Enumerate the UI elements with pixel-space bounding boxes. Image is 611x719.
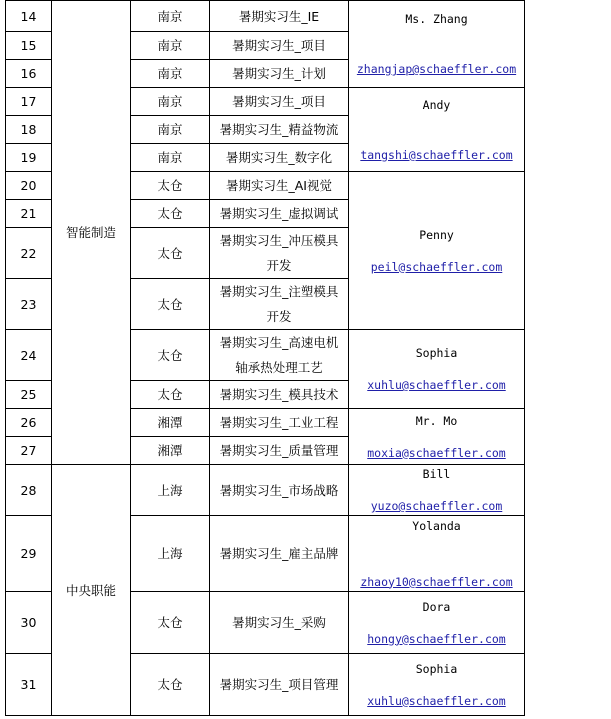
row-number: 31	[6, 654, 52, 716]
city-cell: 太仓	[131, 200, 210, 228]
city-cell: 南京	[131, 1, 210, 32]
position-cell: 暑期实习生_高速电机轴承热处理工艺	[210, 330, 349, 381]
position-cell: 暑期实习生_项目	[210, 88, 349, 116]
city-cell: 南京	[131, 60, 210, 88]
contact-cell	[349, 330, 525, 409]
position-cell: 暑期实习生_雇主品牌	[210, 516, 349, 592]
city-cell: 太仓	[131, 279, 210, 330]
city-cell: 上海	[131, 516, 210, 592]
row-number: 25	[6, 381, 52, 409]
position-cell: 暑期实习生_工业工程	[210, 409, 349, 437]
row-number: 21	[6, 200, 52, 228]
contact-name: Sophia	[415, 661, 458, 676]
table-row	[6, 465, 525, 516]
contact-name: Bill	[422, 467, 451, 481]
row-number: 18	[6, 116, 52, 144]
row-number: 15	[6, 32, 52, 60]
contact-cell	[349, 465, 525, 516]
position-cell: 暑期实习生_市场战略	[210, 465, 349, 516]
city-cell: 太仓	[131, 228, 210, 279]
contact-email-link[interactable]: zhangjap@schaeffler.com	[356, 62, 517, 76]
row-number: 28	[6, 465, 52, 516]
contact-cell	[349, 1, 525, 88]
position-cell: 暑期实习生_数字化	[210, 144, 349, 172]
contact-email-link[interactable]: tangshi@schaeffler.com	[360, 147, 513, 162]
position-cell: 暑期实习生_注塑模具开发	[210, 279, 349, 330]
row-number: 19	[6, 144, 52, 172]
city-cell: 南京	[131, 116, 210, 144]
row-number: 30	[6, 592, 52, 654]
city-cell: 太仓	[131, 654, 210, 716]
city-cell: 太仓	[131, 592, 210, 654]
contact-name: Ms. Zhang	[405, 12, 468, 26]
city-cell: 上海	[131, 465, 210, 516]
department-cell: 智能制造	[52, 1, 131, 465]
row-number: 26	[6, 409, 52, 437]
city-cell: 南京	[131, 32, 210, 60]
internship-table	[5, 0, 525, 716]
city-cell: 南京	[131, 88, 210, 116]
contact-email-link[interactable]: hongy@schaeffler.com	[367, 631, 506, 646]
row-number: 17	[6, 88, 52, 116]
city-cell: 南京	[131, 144, 210, 172]
position-cell: 暑期实习生_质量管理	[210, 437, 349, 465]
contact-name: Yolanda	[412, 518, 461, 533]
contact-name: Sophia	[415, 346, 458, 360]
position-cell: 暑期实习生_AI视觉	[210, 172, 349, 200]
contact-cell	[349, 172, 525, 330]
row-number: 14	[6, 1, 52, 32]
table-row	[6, 1, 525, 32]
row-number: 27	[6, 437, 52, 465]
contact-name: Mr. Mo	[415, 413, 458, 428]
city-cell: 太仓	[131, 330, 210, 381]
department-cell: 中央职能	[52, 465, 131, 716]
position-cell: 暑期实习生_精益物流	[210, 116, 349, 144]
contact-email-link[interactable]: xuhlu@schaeffler.com	[367, 693, 506, 708]
row-number: 23	[6, 279, 52, 330]
row-number: 20	[6, 172, 52, 200]
contact-email-link[interactable]: zhaoy10@schaeffler.com	[360, 574, 513, 589]
position-cell: 暑期实习生_冲压模具开发	[210, 228, 349, 279]
contact-email-link[interactable]: xuhlu@schaeffler.com	[367, 378, 506, 392]
contact-cell	[349, 592, 525, 654]
position-cell: 暑期实习生_项目	[210, 32, 349, 60]
row-number: 22	[6, 228, 52, 279]
contact-email-link[interactable]: moxia@schaeffler.com	[367, 445, 506, 460]
city-cell: 太仓	[131, 172, 210, 200]
city-cell: 太仓	[131, 381, 210, 409]
city-cell: 湘潭	[131, 409, 210, 437]
position-cell: 暑期实习生_模具技术	[210, 381, 349, 409]
contact-cell	[349, 409, 525, 465]
contact-email-link[interactable]: peil@schaeffler.com	[370, 259, 503, 274]
contact-name: Penny	[419, 227, 454, 242]
position-cell: 暑期实习生_采购	[210, 592, 349, 654]
position-cell: 暑期实习生_IE	[210, 1, 349, 32]
contact-cell	[349, 88, 525, 172]
row-number: 24	[6, 330, 52, 381]
contact-cell	[349, 516, 525, 592]
position-cell: 暑期实习生_计划	[210, 60, 349, 88]
row-number: 29	[6, 516, 52, 592]
contact-name: Andy	[422, 97, 451, 112]
position-cell: 暑期实习生_虚拟调试	[210, 200, 349, 228]
row-number: 16	[6, 60, 52, 88]
city-cell: 湘潭	[131, 437, 210, 465]
contact-cell	[349, 654, 525, 716]
position-cell: 暑期实习生_项目管理	[210, 654, 349, 716]
contact-email-link[interactable]: yuzo@schaeffler.com	[370, 499, 503, 513]
contact-name: Dora	[422, 599, 451, 614]
